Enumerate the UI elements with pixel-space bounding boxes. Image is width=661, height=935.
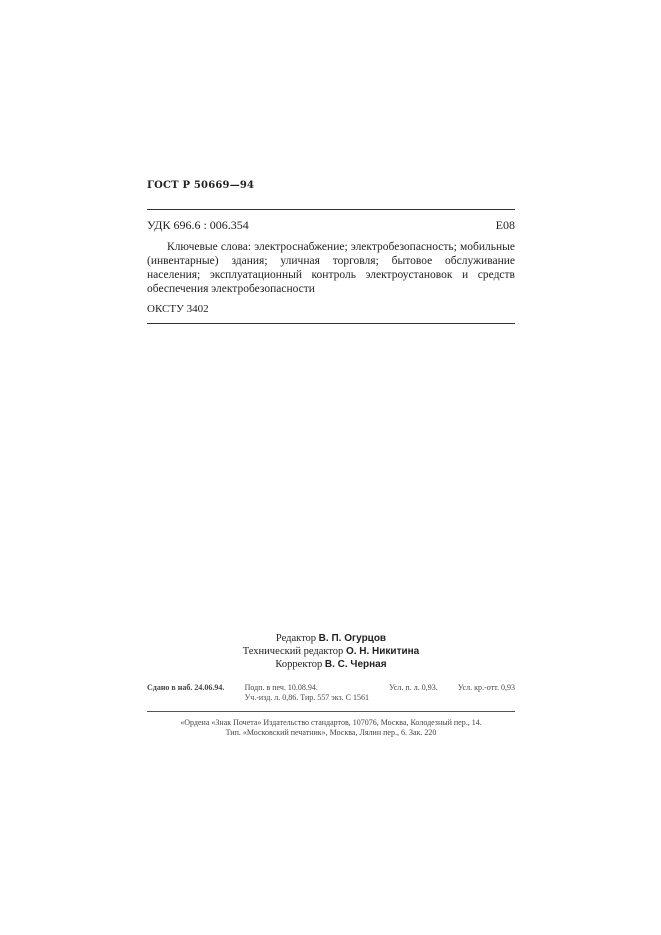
credit-name: О. Н. Никитина: [345, 646, 420, 657]
divider: [147, 209, 515, 210]
okstu-code: ОКСТУ 3402: [147, 303, 209, 315]
divider: [147, 323, 515, 324]
credit-role: Технический редактор: [242, 646, 344, 657]
printer-line: Тип. «Московский печатник», Москва, Лялин пер., 6. Зак. 220: [225, 728, 437, 737]
credit-corrector: [147, 658, 515, 671]
imprint-print: [245, 683, 369, 703]
classification-row: [147, 218, 515, 233]
imprint-circulation: Уч.-изд. л. 0,86. Тир. 557 экз. С 1561: [244, 693, 369, 702]
credits: [147, 632, 515, 671]
udk-code: УДК 696.6 : 006.354: [147, 218, 249, 232]
publisher: [147, 718, 515, 738]
imprint-prints: Усл. кр.-отт. 0,93: [457, 683, 515, 692]
credit-editor: [147, 632, 515, 645]
credit-name: В. П. Огурцов: [318, 633, 387, 644]
credit-role: Корректор: [275, 659, 323, 670]
standard-number: ГОСТ Р 50669—94: [147, 180, 255, 191]
imprint-signed: Подп. в печ. 10.08.94.: [244, 683, 318, 692]
imprint-sheets: Усл. п. л. 0,93.: [389, 683, 438, 692]
credit-name: В. С. Черная: [324, 659, 387, 670]
imprint-typeset: Сдано в наб. 24.06.94.: [147, 683, 225, 692]
group-code: Е08: [495, 218, 515, 232]
publisher-line: «Ордена «Знак Почета» Издательство стандартов, 107076, Москва, Колодезный пер., 14.: [180, 718, 482, 727]
credit-role: Редактор: [275, 633, 317, 644]
divider: [147, 711, 515, 712]
credit-tech-editor: [147, 645, 515, 658]
keywords: Ключевые слова: электроснабжение; электробезопасность; мобильные (инвентарные) здания; уличная торговля; бытовое обслуживание населения; эксплуатационный контроль электроустановок и средств обеспечения электробезопасности: [147, 241, 515, 295]
imprint: [147, 683, 515, 703]
